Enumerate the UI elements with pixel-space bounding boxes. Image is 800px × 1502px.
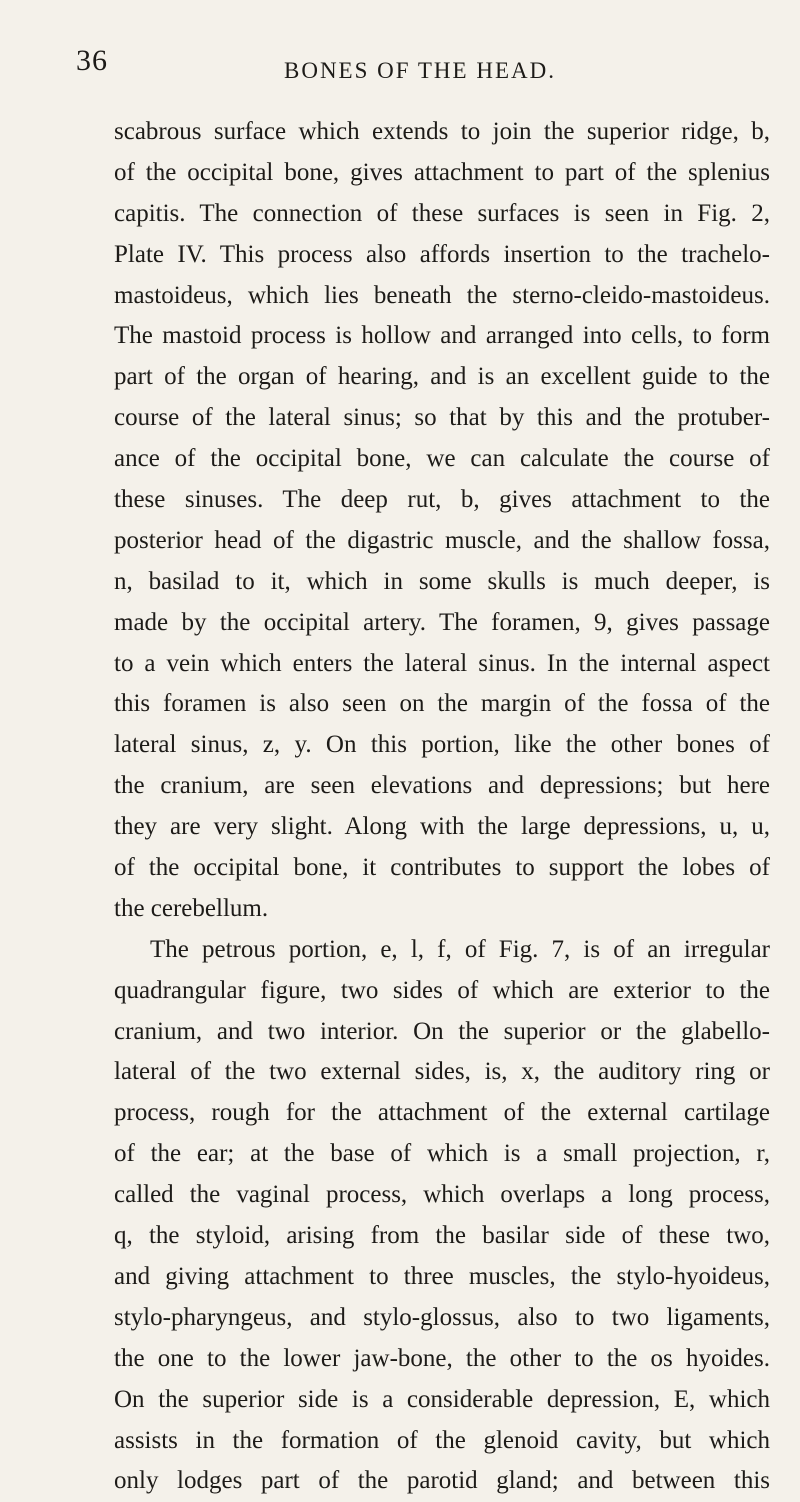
text-line: part of the organ of hearing, and is an excellent guide to the [114,363,770,391]
text-line: q, the styloid, arising from the basilar side of these two, [114,1222,770,1250]
text-line: of the occipital bone, it contributes to support the lobes of [114,854,770,882]
text-line: stylo-pharyngeus, and stylo-glossus, also to two ligaments, [114,1303,770,1331]
text-line: posterior head of the digastric muscle, and the shallow fossa, [114,526,770,554]
text-line: the cerebellum. [114,894,269,922]
text-line: and giving attachment to three muscles, the stylo-hyoideus, [114,1262,770,1290]
text-line: mastoideus, which lies beneath the sterno-cleido-mastoideus. [114,281,770,309]
text-line: capitis. The connection of these surfaces is seen in Fig. 2, [114,199,770,227]
text-line: course of the lateral sinus; so that by this and the protuber- [114,404,770,432]
text-line: of the occipital bone, gives attachment to part of the splenius [114,158,770,186]
body-text [114,112,770,1502]
text-line: the one to the lower jaw-bone, the other to the os hyoides. [114,1344,770,1372]
text-line: made by the occipital artery. The foramen, 9, gives passage [114,608,770,636]
running-head: BONES OF THE HEAD. [284,58,556,83]
text-line: n, basilad to it, which in some skulls is much deeper, is [114,567,770,595]
text-line: The mastoid process is hollow and arranged into cells, to form [114,322,770,350]
text-line: On the superior side is a considerable depression, E, which [114,1385,770,1413]
text-line: scabrous surface which extends to join the superior ridge, b, [114,118,770,145]
text-line: process, rough for the attachment of the external cartilage [114,1099,770,1127]
text-line: they are very slight. Along with the large depressions, u, u, [114,813,770,841]
text-line: called the vaginal process, which overlaps a long process, [114,1181,770,1209]
text-line: these sinuses. The deep rut, b, gives attachment to the [114,486,770,514]
text-line: ance of the occipital bone, we can calculate the course of [114,445,770,473]
text-line: The petrous portion, e, l, f, of Fig. 7, is of an irregular [150,935,770,963]
text-line: assists in the formation of the glenoid cavity, but which [114,1426,770,1454]
text-line: cranium, and two interior. On the superior or the glabello- [114,1017,770,1045]
text-line: of the ear; at the base of which is a small projection, r, [114,1140,770,1168]
text-line: this foramen is also seen on the margin of the fossa of the [114,690,770,718]
page-number: 36 [76,44,108,77]
text-line: the cranium, are seen elevations and depressions; but here [114,772,770,800]
text-line: to a vein which enters the lateral sinus. In the internal aspect [114,649,770,677]
text-line: Plate IV. This process also affords insertion to the trachelo- [114,240,770,268]
text-line: quadrangular figure, two sides of which are exterior to the [114,976,770,1004]
text-line: lateral of the two external sides, is, x, the auditory ring or [114,1058,770,1086]
text-line: lateral sinus, z, y. On this portion, like the other bones of [114,731,770,759]
text-line: only lodges part of the parotid gland; and between this [114,1467,770,1495]
